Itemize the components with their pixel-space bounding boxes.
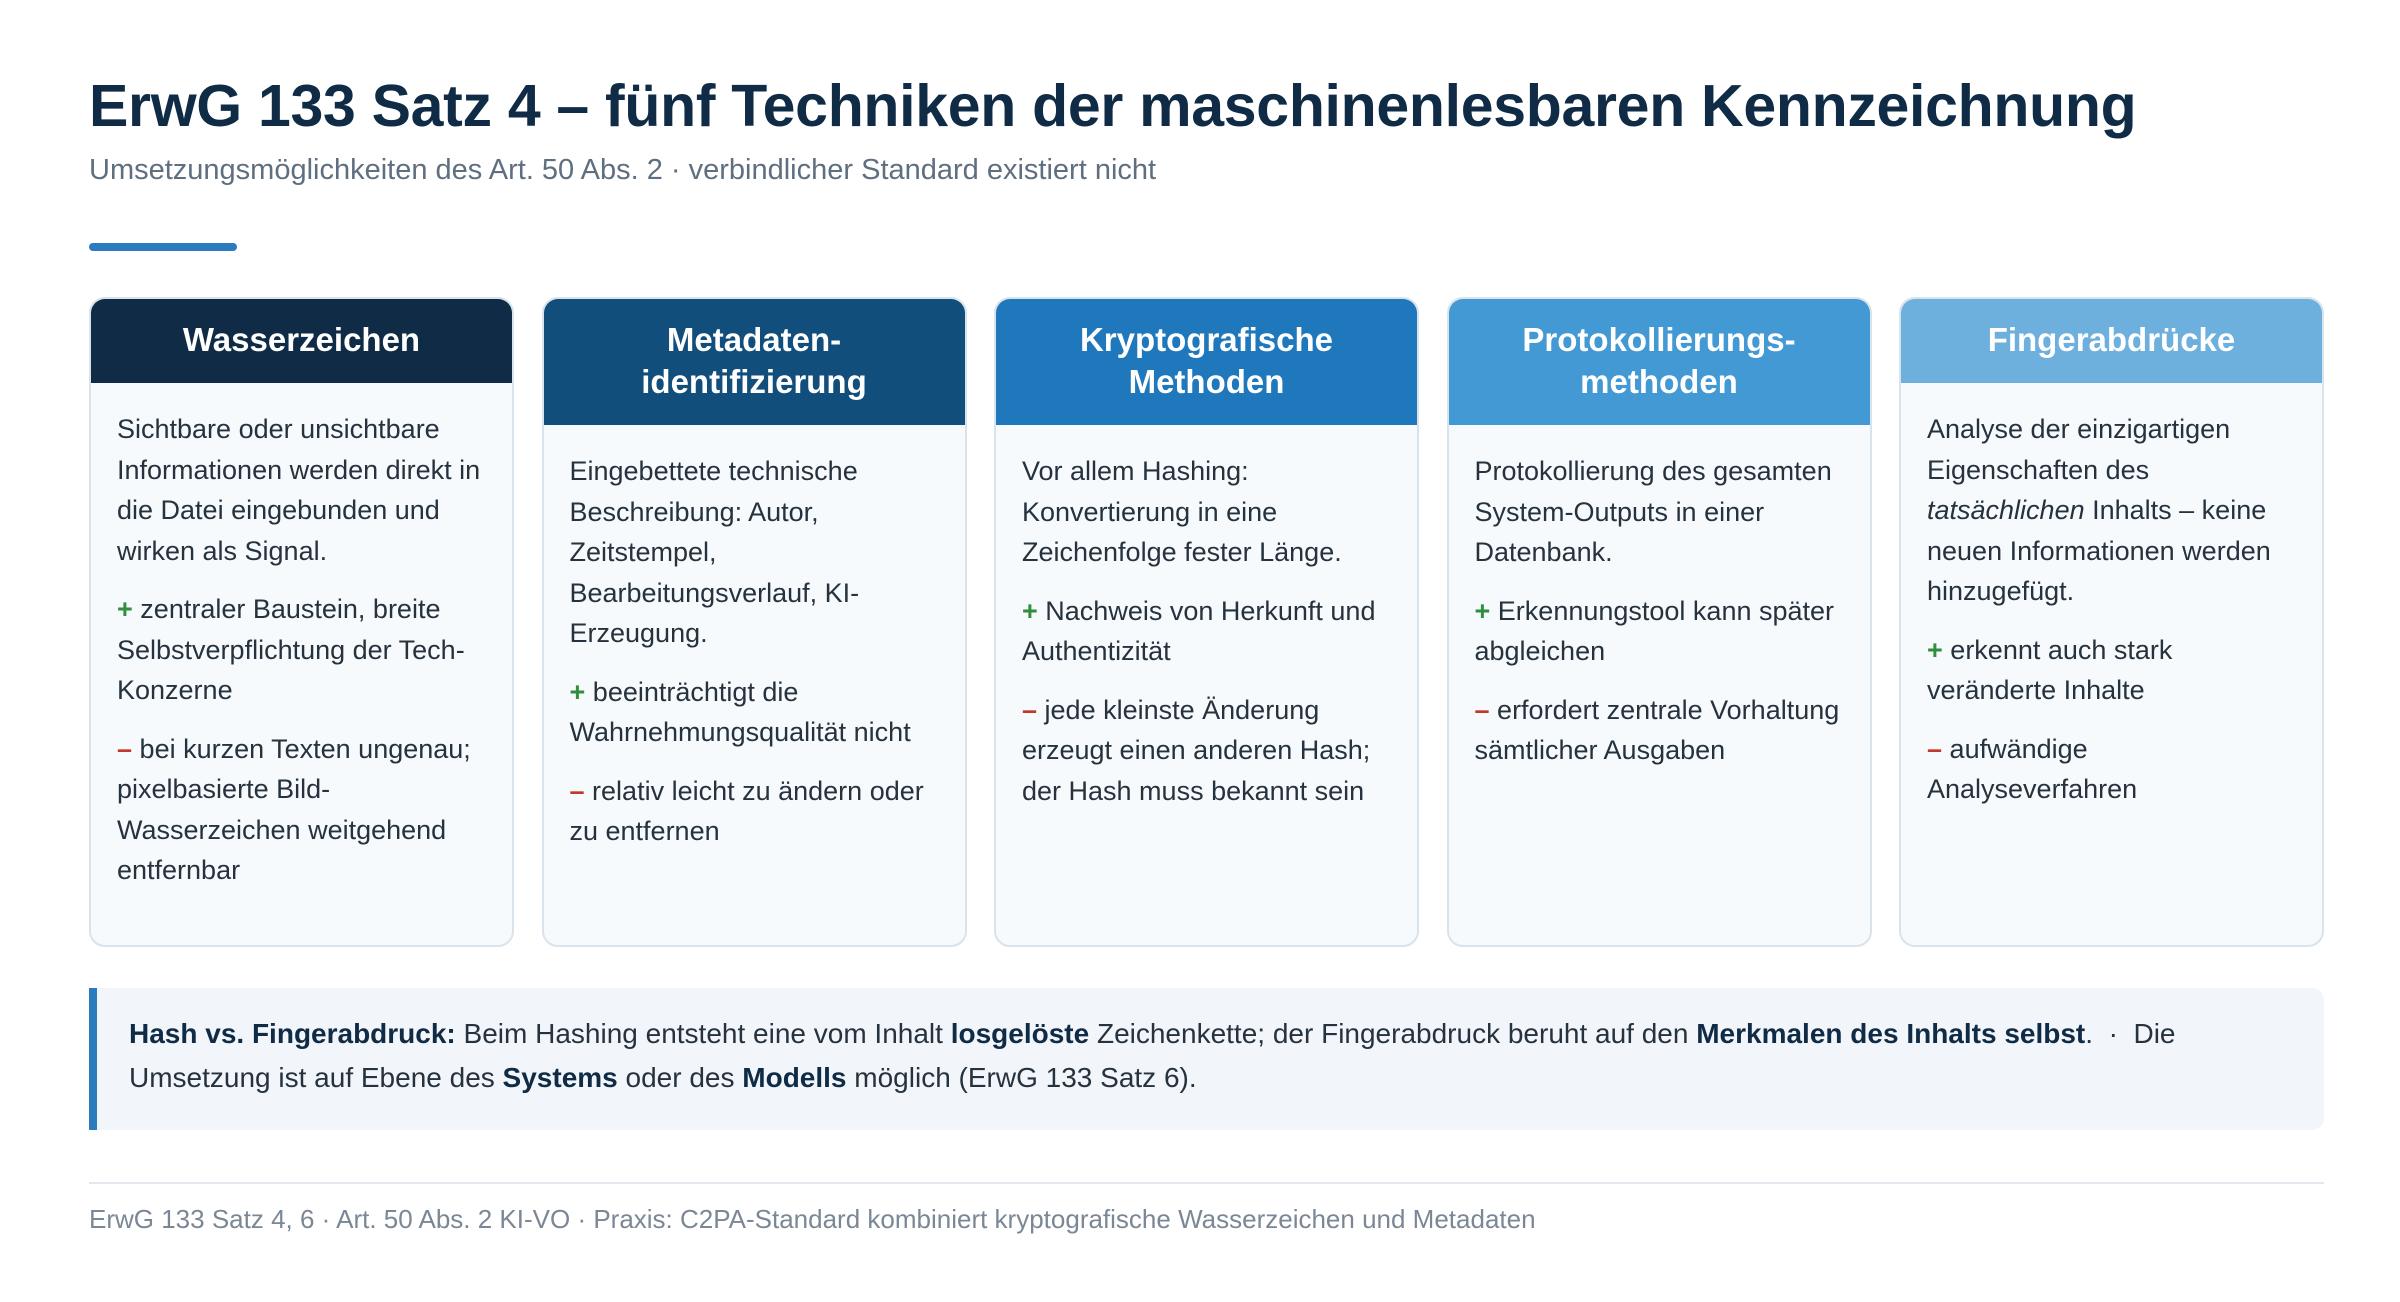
card-body xyxy=(91,383,512,909)
card-description: Eingebettete technische Beschreibung: Autor, Zeitstempel, Bearbeitungsverlauf, KI-Erzeugung. xyxy=(569,456,860,648)
minus-icon: – xyxy=(1927,733,1943,764)
card-description xyxy=(1927,409,2296,612)
info-note xyxy=(89,988,2324,1130)
plus-icon: + xyxy=(1474,595,1491,626)
minus-icon: – xyxy=(1022,694,1038,725)
card-body xyxy=(996,425,1417,829)
card-pro xyxy=(117,589,486,711)
desc-text: Analyse der einzigartigen Eigenschaften des xyxy=(1927,414,2231,485)
pro-text: Erkennungstool kann später abgleichen xyxy=(1474,595,1835,666)
note-bold: losgelöste xyxy=(950,1018,1090,1049)
card-kryptografisch xyxy=(994,297,1419,947)
card-title: Wasserzeichen xyxy=(91,299,512,383)
card-metadaten xyxy=(542,297,967,947)
card-pro xyxy=(1022,591,1391,672)
note-text: . · Die Umsetzung ist auf Ebene des xyxy=(129,1018,2184,1093)
minus-icon: – xyxy=(569,775,585,806)
card-protokollierung xyxy=(1447,297,1872,947)
card-fingerabdruecke xyxy=(1899,297,2324,947)
pro-text: zentraler Baustein, breite Selbstverpflichtung der Tech-Konzerne xyxy=(117,594,465,705)
pro-text: erkennt auch stark veränderte Inhalte xyxy=(1927,634,2173,705)
plus-icon: + xyxy=(1927,634,1943,665)
page-title: ErwG 133 Satz 4 – fünf Techniken der maschinenlesbaren Kennzeichnung xyxy=(89,73,2137,139)
pro-text: beeinträchtigt die Wahrnehmungsqualität nicht xyxy=(569,676,911,747)
card-title: Kryptografische Methoden xyxy=(996,299,1417,425)
footer-divider xyxy=(89,1182,2324,1184)
minus-icon: – xyxy=(117,733,133,764)
note-bold: Modells xyxy=(742,1062,847,1093)
con-text: jede kleinste Änderung erzeugt einen anderen Hash; der Hash muss bekannt sein xyxy=(1022,694,1371,806)
note-text: Zeichenkette; der Fingerabdruck beruht auf den xyxy=(1089,1018,1697,1049)
con-text: bei kurzen Texten ungenau; pixelbasierte Bild-Wasserzeichen weitgehend entfernbar xyxy=(117,733,471,885)
card-con xyxy=(1022,690,1391,812)
con-text: relativ leicht zu ändern oder zu entfernen xyxy=(569,775,924,846)
card-pro xyxy=(1927,630,2296,711)
card-title: Protokollierungs-methoden xyxy=(1449,299,1870,425)
accent-bar xyxy=(89,243,237,251)
card-title: Fingerabdrücke xyxy=(1901,299,2322,383)
card-wasserzeichen xyxy=(89,297,514,947)
footer-source: ErwG 133 Satz 4, 6 · Art. 50 Abs. 2 KI-VO · Praxis: C2PA-Standard kombiniert kryptografische Wasserzeichen und Metadaten xyxy=(89,1204,1536,1234)
plus-icon: + xyxy=(117,594,133,624)
minus-icon: – xyxy=(1474,694,1490,725)
card-con xyxy=(1927,729,2296,810)
con-text: erfordert zentrale Vorhaltung sämtlicher Ausgaben xyxy=(1474,694,1840,765)
card-body xyxy=(1901,383,2322,828)
con-text: aufwändige Analyseverfahren xyxy=(1927,733,2138,804)
card-body xyxy=(544,425,965,870)
technique-cards xyxy=(89,297,2324,947)
note-text: möglich (ErwG 133 Satz 6). xyxy=(846,1062,1197,1093)
note-bold: Systems xyxy=(502,1062,618,1093)
card-description: Protokollierung des gesamten System-Outputs in einer Datenbank. xyxy=(1474,456,1832,567)
card-pro xyxy=(1475,591,1844,672)
note-text: Beim Hashing entsteht eine vom Inhalt xyxy=(455,1018,951,1049)
card-con xyxy=(1475,690,1844,771)
page-subtitle: Umsetzungsmöglichkeiten des Art. 50 Abs. 2 · verbindlicher Standard existiert nicht xyxy=(89,154,1157,186)
note-bold: Merkmalen des Inhalts selbst xyxy=(1696,1018,2086,1049)
note-lead: Hash vs. Fingerabdruck: xyxy=(129,1018,456,1049)
desc-emphasis: tatsächlichen xyxy=(1927,495,2085,525)
card-con xyxy=(117,729,486,891)
desc-text: Inhalts – keine neuen Informationen werden hinzugefügt. xyxy=(1927,495,2271,606)
plus-icon: + xyxy=(1022,595,1038,626)
card-title: Metadaten-identifizierung xyxy=(544,299,965,425)
card-con xyxy=(570,771,939,852)
pro-text: Nachweis von Herkunft und Authentizität xyxy=(1022,595,1376,666)
card-description: Vor allem Hashing: Konvertierung in eine Zeichenfolge fester Länge. xyxy=(1022,456,1342,567)
card-body xyxy=(1449,425,1870,789)
plus-icon: + xyxy=(569,676,586,707)
note-text: oder des xyxy=(617,1062,743,1093)
card-pro xyxy=(570,672,939,753)
card-description: Sichtbare oder unsichtbare Informationen werden direkt in die Datei eingebunden und wirken als Signal. xyxy=(117,414,481,566)
